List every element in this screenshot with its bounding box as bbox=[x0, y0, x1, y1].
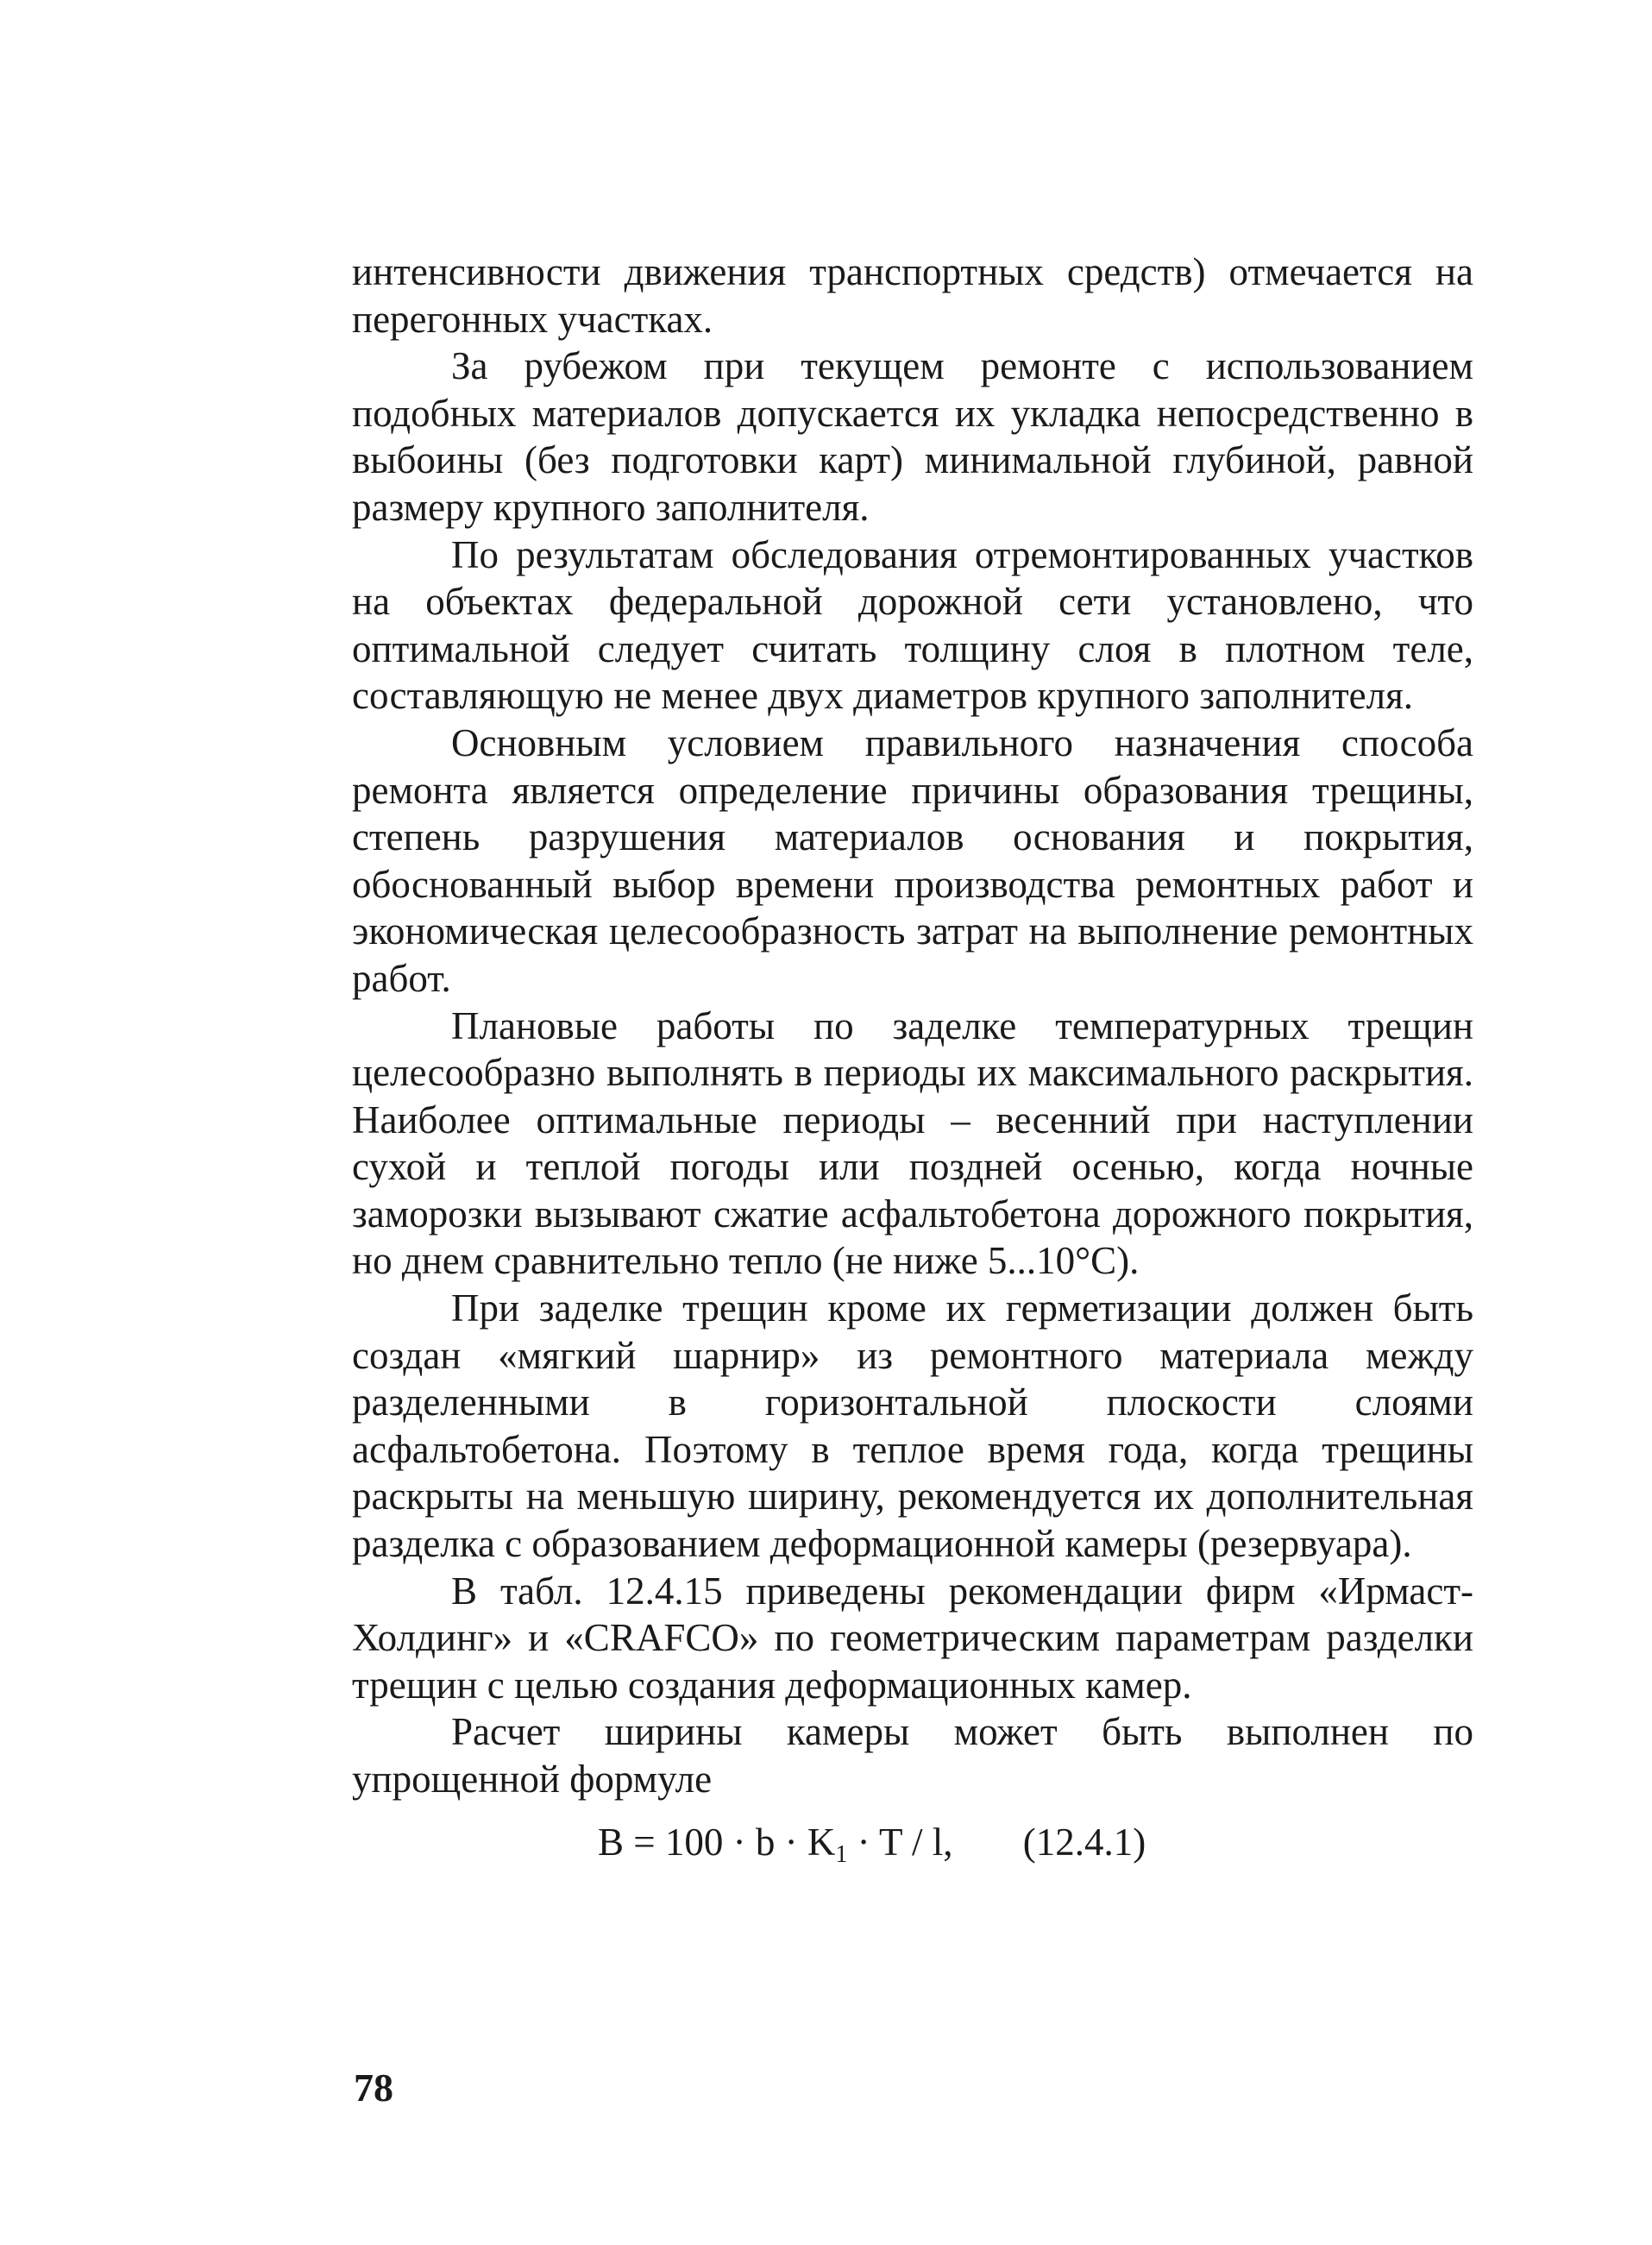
formula-subscript: 1 bbox=[835, 1840, 848, 1868]
paragraph: При заделке трещин кроме их герметизации должен быть создан «мягкий шарнир» из ремонтного материала между разделенными в горизонтальной плоскости слоями асфальтобетона. Поэтому в теплое время года, когда трещины раскрыты на меньшую ширину, рекомендуется их дополнительная разделка с образованием деформационной камеры (резервуара). bbox=[352, 1286, 1473, 1566]
paragraph: Расчет ширины камеры может быть выполнен по упрощенной формуле bbox=[352, 1710, 1473, 1801]
paragraph: За рубежом при текущем ремонте с использованием подобных материалов допускается их укладка непосредственно в выбоины (без подготовки карт) минимальной глубиной, равной размеру крупного заполнителя. bbox=[352, 344, 1473, 529]
paragraph: Основным условием правильного назначения способа ремонта является определение причины образования трещины, степень разрушения материалов основания и покрытия, обоснованный выбор времени производства ремонтных работ и экономическая целесообразность затрат на выполнение ремонтных работ. bbox=[352, 720, 1473, 1000]
paragraph: По результатам обследования отремонтированных участков на объектах федеральной дорожной сети установлено, что оптимальной следует считать толщину слоя в плотном теле, составляющую не менее двух диаметров крупного заполнителя. bbox=[352, 532, 1473, 718]
formula-number: (12.4.1) bbox=[1022, 1820, 1146, 1864]
formula-lhs: B = 100 · b · K bbox=[598, 1820, 836, 1864]
formula bbox=[352, 1819, 1473, 1866]
body-text bbox=[352, 248, 1473, 1868]
paragraph-continuation: интенсивности движения транспортных средств) отмечается на перегонных участках. bbox=[352, 250, 1473, 341]
formula-expression bbox=[598, 1819, 952, 1866]
page-number: 78 bbox=[354, 2066, 393, 2110]
formula-rhs: · T / l, bbox=[847, 1820, 953, 1864]
paragraph: Плановые работы по заделке температурных трещин целесообразно выполнять в периоды их максимального раскрытия. Наиболее оптимальные периоды – весенний при наступлении сухой и теплой погоды или поздней осенью, когда ночные заморозки вызывают сжатие асфальтобетона дорожного покрытия, но днем сравнительно тепло (не ниже 5...10°С). bbox=[352, 1003, 1473, 1283]
paragraph: В табл. 12.4.15 приведены рекомендации фирм «Ирмаст-Холдинг» и «CRAFCO» по геометрическим параметрам разделки трещин с целью создания деформационных камер. bbox=[352, 1569, 1473, 1707]
